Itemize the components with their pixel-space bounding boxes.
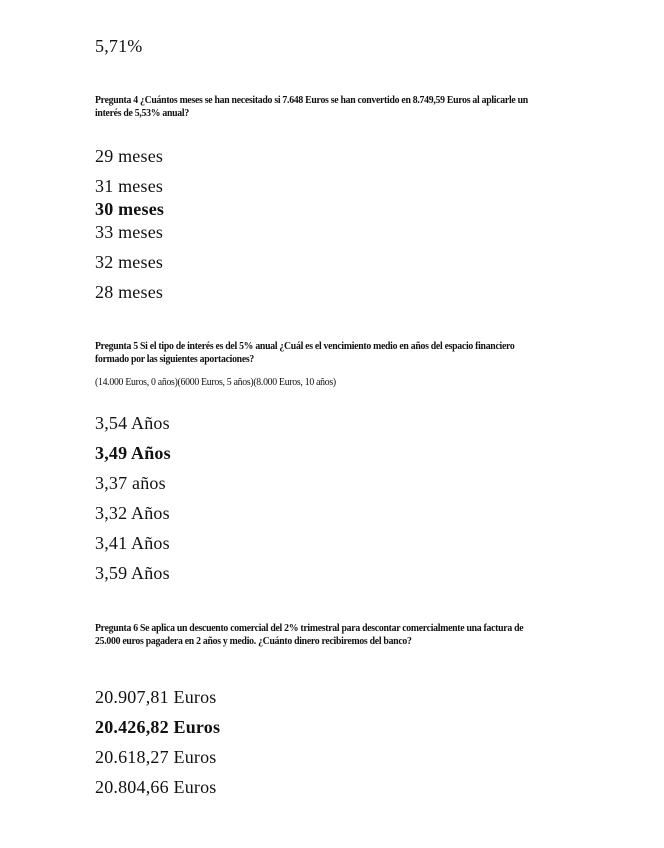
- question-4-text: Pregunta 4 ¿Cuántos meses se han necesitado si 7.648 Euros se han convertido en 8.749,59 Euros al aplicarle un interés de 5,53% anual?: [95, 95, 528, 119]
- answer-option: 3,41 Años: [95, 533, 170, 553]
- answer-option: 3,54 Años: [95, 413, 170, 433]
- question-6-text: Pregunta 6 Se aplica un descuento comercial del 2% trimestral para descontar comercialmente una factura de 25.000 euros pagadera en 2 años y medio. ¿Cuánto dinero recibiremos del banco?: [95, 623, 524, 647]
- answer-option-correct: 3,49 Años: [95, 443, 171, 463]
- answer-option: 20.618,27 Euros: [95, 747, 217, 767]
- answer-option: 33 meses: [95, 222, 164, 242]
- question-5-text: Pregunta 5 Si el tipo de interés es del 5% anual ¿Cuál es el vencimiento medio en años del espacio financiero formado por las siguientes aportaciones?: [95, 341, 515, 365]
- answer-option: 29 meses: [95, 146, 164, 166]
- answer-option: 28 meses: [95, 282, 164, 302]
- answer-option-correct: 30 meses: [95, 199, 165, 219]
- answer-option: 5,71%: [95, 36, 143, 56]
- answer-option-correct: 20.426,82 Euros: [95, 717, 221, 737]
- answer-option: 32 meses: [95, 252, 164, 272]
- answer-option: 20.804,66 Euros: [95, 777, 217, 797]
- answer-option: 20.907,81 Euros: [95, 687, 217, 707]
- answer-option: 31 meses: [95, 176, 164, 196]
- answer-option: 3,59 Años: [95, 563, 170, 583]
- question-5-detail: (14.000 Euros, 0 años)(6000 Euros, 5 años)(8.000 Euros, 10 años): [95, 377, 336, 388]
- answer-option: 3,37 años: [95, 473, 166, 493]
- answer-option: 3,32 Años: [95, 503, 170, 523]
